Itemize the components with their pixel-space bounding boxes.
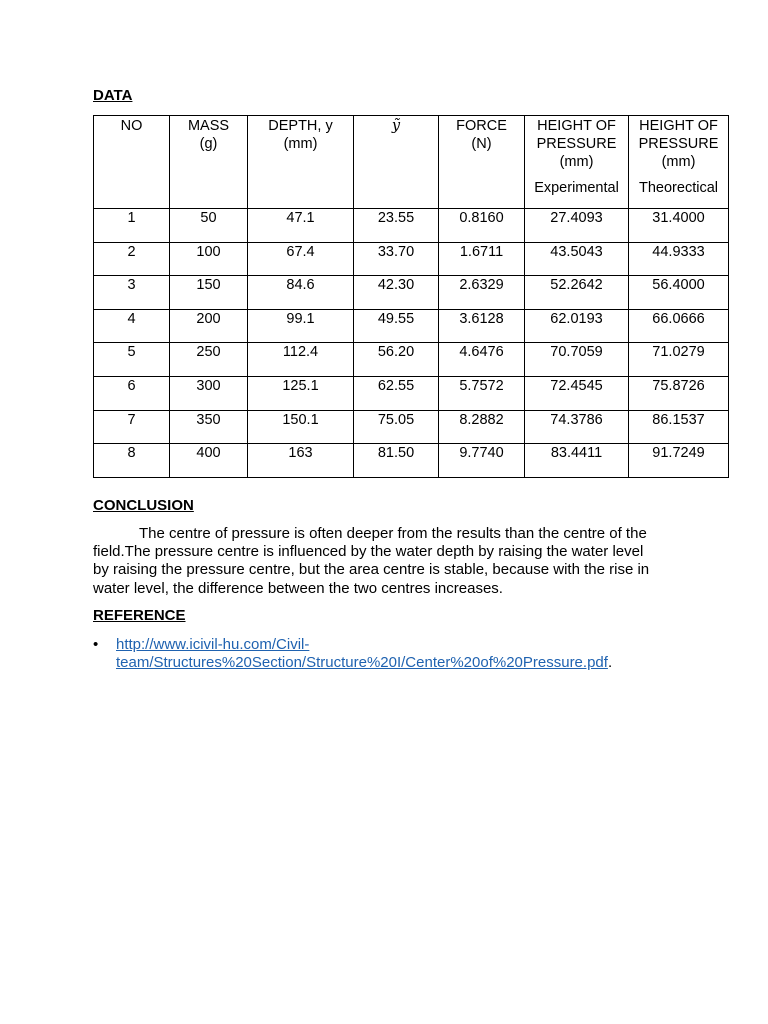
- header-force-unit: (N): [471, 136, 492, 152]
- header-ybar: [354, 116, 439, 209]
- cell-force: 8.2882: [439, 410, 525, 444]
- header-hexp-line2: PRESSURE: [536, 136, 617, 152]
- cell-no: 4: [94, 309, 170, 343]
- cell-force: 1.6711: [439, 242, 525, 276]
- header-hexp-unit: (mm): [559, 154, 594, 170]
- cell-ybar: 23.55: [354, 209, 439, 243]
- cell-mass: 250: [170, 343, 248, 377]
- list-item: [93, 636, 676, 672]
- cell-no: 7: [94, 410, 170, 444]
- cell-ybar: 33.70: [354, 242, 439, 276]
- cell-height-theoretical: 44.9333: [629, 242, 729, 276]
- cell-mass: 50: [170, 209, 248, 243]
- cell-mass: 150: [170, 276, 248, 310]
- cell-height-experimental: 70.7059: [525, 343, 629, 377]
- header-height-theoretical: [629, 116, 729, 209]
- cell-no: 3: [94, 276, 170, 310]
- cell-mass: 200: [170, 309, 248, 343]
- cell-force: 5.7572: [439, 376, 525, 410]
- header-htheo-unit: (mm): [661, 154, 696, 170]
- cell-height-experimental: 27.4093: [525, 209, 629, 243]
- conclusion-line-1: [93, 525, 693, 543]
- cell-mass: 350: [170, 410, 248, 444]
- reference-link-line-2: team/Structures%20Section/Structure%20I/Center%20of%20Pressure.pdf: [116, 654, 608, 672]
- cell-depth: 47.1: [248, 209, 354, 243]
- reference-list: [93, 636, 676, 672]
- table-row: [94, 444, 729, 478]
- header-mass: [170, 116, 248, 209]
- cell-depth: 84.6: [248, 276, 354, 310]
- conclusion-line-2: field.The pressure centre is influenced by the water depth by raising the water level: [93, 543, 644, 561]
- header-ybar-symbol: ỹ: [391, 118, 401, 134]
- header-force-line: FORCE: [456, 118, 507, 134]
- table-row: [94, 376, 729, 410]
- cell-ybar: 56.20: [354, 343, 439, 377]
- header-force: [439, 116, 525, 209]
- cell-force: 9.7740: [439, 444, 525, 478]
- header-htheo-line1: HEIGHT OF: [639, 118, 718, 134]
- header-hexp-type: Experimental: [534, 180, 619, 196]
- conclusion-paragraph: [93, 525, 693, 598]
- table-row: [94, 242, 729, 276]
- data-table: [93, 115, 729, 478]
- cell-ybar: 49.55: [354, 309, 439, 343]
- cell-force: 0.8160: [439, 209, 525, 243]
- cell-depth: 67.4: [248, 242, 354, 276]
- header-htheo-type: Theorectical: [639, 180, 718, 196]
- cell-ybar: 62.55: [354, 376, 439, 410]
- cell-height-experimental: 83.4411: [525, 444, 629, 478]
- cell-height-theoretical: 31.4000: [629, 209, 729, 243]
- table-row: [94, 309, 729, 343]
- header-depth: [248, 116, 354, 209]
- cell-height-experimental: 74.3786: [525, 410, 629, 444]
- cell-height-experimental: 43.5043: [525, 242, 629, 276]
- cell-depth: 125.1: [248, 376, 354, 410]
- header-mass-line: MASS: [187, 118, 230, 134]
- cell-height-experimental: 62.0193: [525, 309, 629, 343]
- reference-heading: REFERENCE: [93, 607, 186, 624]
- cell-ybar: 75.05: [354, 410, 439, 444]
- cell-mass: 400: [170, 444, 248, 478]
- data-heading: DATA: [93, 87, 133, 104]
- cell-depth: 112.4: [248, 343, 354, 377]
- header-height-experimental: [525, 116, 629, 209]
- table-row: [94, 343, 729, 377]
- cell-mass: 100: [170, 242, 248, 276]
- cell-height-theoretical: 75.8726: [629, 376, 729, 410]
- cell-depth: 150.1: [248, 410, 354, 444]
- cell-mass: 300: [170, 376, 248, 410]
- cell-depth: 163: [248, 444, 354, 478]
- conclusion-line-3: by raising the pressure centre, but the area centre is stable, because with the rise in: [93, 561, 650, 579]
- cell-no: 6: [94, 376, 170, 410]
- conclusion-line-1-text: The centre of pressure is often deeper from the results than the centre of the: [139, 525, 647, 542]
- header-depth-unit: (mm): [283, 136, 318, 152]
- cell-no: 1: [94, 209, 170, 243]
- cell-ybar: 42.30: [354, 276, 439, 310]
- reference-link[interactable]: [116, 636, 676, 671]
- cell-force: 3.6128: [439, 309, 525, 343]
- cell-no: 8: [94, 444, 170, 478]
- header-depth-line: DEPTH, y: [268, 118, 333, 134]
- table-row: [94, 209, 729, 243]
- cell-no: 5: [94, 343, 170, 377]
- cell-height-theoretical: 66.0666: [629, 309, 729, 343]
- cell-no: 2: [94, 242, 170, 276]
- header-no: NO: [94, 116, 170, 209]
- header-mass-unit: (g): [199, 136, 218, 152]
- table-row: [94, 410, 729, 444]
- conclusion-heading: CONCLUSION: [93, 497, 194, 514]
- cell-height-experimental: 72.4545: [525, 376, 629, 410]
- cell-ybar: 81.50: [354, 444, 439, 478]
- cell-force: 4.6476: [439, 343, 525, 377]
- table-header-row: [94, 116, 729, 209]
- header-htheo-line2: PRESSURE: [638, 136, 719, 152]
- conclusion-line-4: water level, the difference between the two centres increases.: [93, 579, 503, 597]
- cell-depth: 99.1: [248, 309, 354, 343]
- cell-height-experimental: 52.2642: [525, 276, 629, 310]
- cell-height-theoretical: 91.7249: [629, 444, 729, 478]
- bullet-icon: •: [93, 636, 99, 653]
- table-row: [94, 276, 729, 310]
- reference-link-line-1: http://www.icivil-hu.com/Civil-: [116, 636, 310, 653]
- cell-height-theoretical: 71.0279: [629, 343, 729, 377]
- header-hexp-line1: HEIGHT OF: [537, 118, 616, 134]
- reference-trailing-period: .: [607, 654, 613, 672]
- cell-height-theoretical: 86.1537: [629, 410, 729, 444]
- cell-height-theoretical: 56.4000: [629, 276, 729, 310]
- cell-force: 2.6329: [439, 276, 525, 310]
